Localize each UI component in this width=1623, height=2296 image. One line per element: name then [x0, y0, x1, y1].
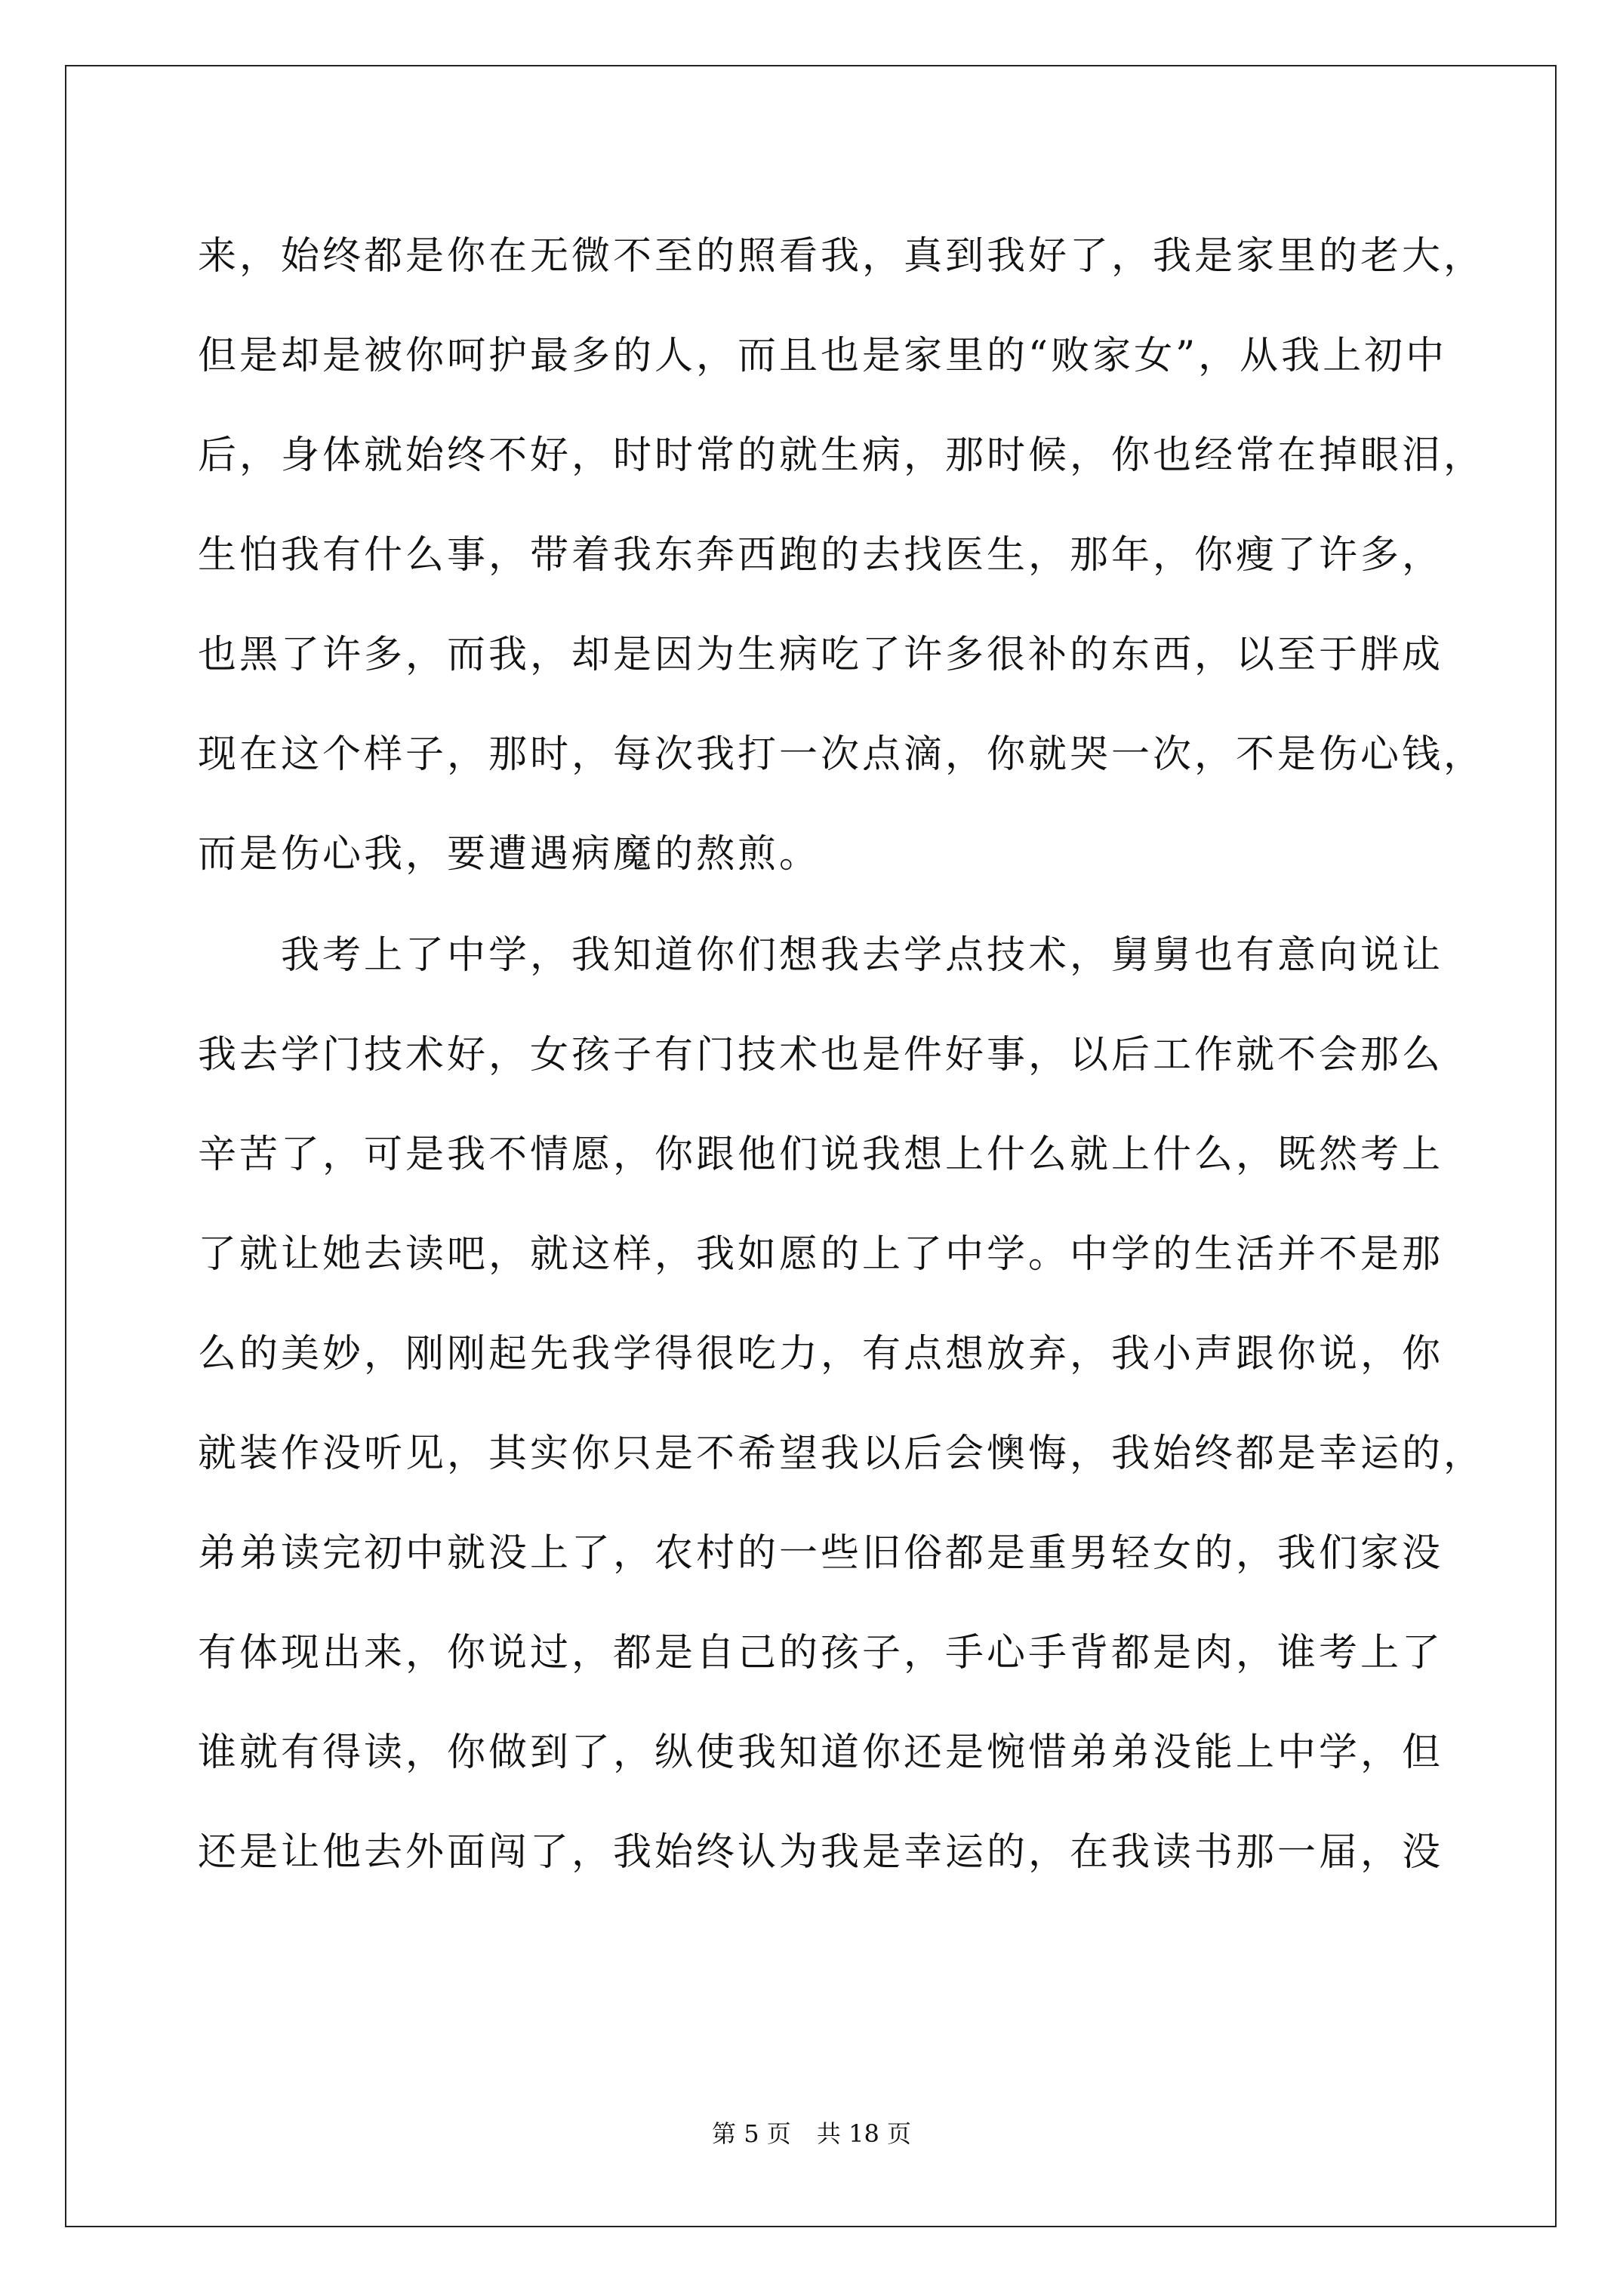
page-footer	[0, 2119, 1623, 2149]
text-line: 现在这个样子，那时，每次我打一次点滴，你就哭一次，不是伤心钱，	[198, 732, 1486, 777]
text-line: 后，身体就始终不好，时时常的就生病，那时候，你也经常在掉眼泪，	[198, 433, 1486, 478]
text-line: 就装作没听见，其实你只是不希望我以后会懊悔，我始终都是幸运的，	[198, 1432, 1486, 1476]
text-line: 么的美妙，刚刚起先我学得很吃力，有点想放弃，我小声跟你说，你	[198, 1332, 1444, 1376]
text-line: 但是却是被你呵护最多的人，而且也是家里的“败家女”，从我上初中	[198, 334, 1448, 378]
text-line: 生怕我有什么事，带着我东奔西跑的去找医生，那年，你瘦了许多，	[198, 533, 1444, 578]
text-line: 也黑了许多，而我，却是因为生病吃了许多很补的东西，以至于胖成	[198, 633, 1444, 677]
text-line: 弟弟读完初中就没上了，农村的一些旧俗都是重男轻女的，我们家没	[198, 1531, 1444, 1576]
text-line: 我去学门技术好，女孩子有门技术也是件好事，以后工作就不会那么	[198, 1033, 1444, 1077]
text-line: 来，始终都是你在无微不至的照看我，真到我好了，我是家里的老大，	[198, 234, 1486, 279]
text-line: 而是伤心我，要遭遇病魔的熬煎。	[198, 832, 821, 877]
text-line: 辛苦了，可是我不情愿，你跟他们说我想上什么就上什么，既然考上	[198, 1133, 1444, 1177]
text-line: 有体现出来，你说过，都是自己的孩子，手心手背都是肉，谁考上了	[198, 1631, 1444, 1675]
page-total: 共 18 页	[816, 2119, 911, 2148]
text-line: 还是让他去外面闯了，我始终认为我是幸运的，在我读书那一届，没	[198, 1830, 1444, 1875]
text-line: 我考上了中学，我知道你们想我去学点技术，舅舅也有意向说让	[198, 933, 1444, 978]
text-line: 谁就有得读，你做到了，纵使我知道你还是惋惜弟弟没能上中学，但	[198, 1730, 1444, 1775]
page-number: 第 5 页	[712, 2119, 791, 2148]
text-line: 了就让她去读吧，就这样，我如愿的上了中学。中学的生活并不是那	[198, 1232, 1444, 1277]
